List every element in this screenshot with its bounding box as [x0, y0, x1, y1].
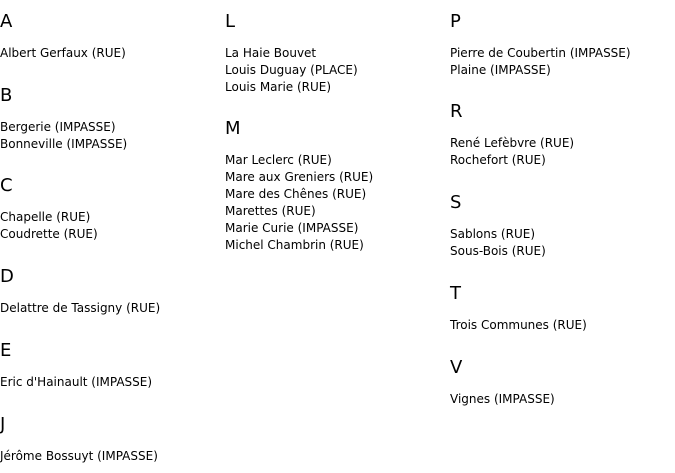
street-item[interactable]: Pierre de Coubertin (IMPASSE) [450, 46, 631, 60]
street-item[interactable]: Bonneville (IMPASSE) [0, 137, 128, 151]
street-list-a [0, 45, 126, 62]
street-item[interactable]: Rochefort (RUE) [450, 153, 546, 167]
street-item[interactable]: Louis Duguay (PLACE) [225, 63, 358, 77]
street-item[interactable]: Mare aux Greniers (RUE) [225, 170, 374, 184]
street-item[interactable]: Sous-Bois (RUE) [450, 244, 546, 258]
letter-heading-r: R [450, 101, 463, 122]
street-item[interactable]: Bergerie (IMPASSE) [0, 120, 116, 134]
street-item[interactable]: Eric d'Hainault (IMPASSE) [0, 375, 153, 389]
letter-heading-m: M [225, 118, 241, 139]
street-item[interactable]: Mar Leclerc (RUE) [225, 153, 332, 167]
street-list-c [0, 209, 98, 243]
street-list-r [450, 135, 574, 169]
street-list-j [0, 448, 158, 465]
letter-heading-t: T [450, 283, 461, 304]
street-list-v [450, 391, 555, 408]
street-item[interactable]: Jérôme Bossuyt (IMPASSE) [0, 449, 158, 463]
letter-heading-b: B [0, 85, 13, 106]
letter-heading-d: D [0, 266, 14, 287]
street-list-m [225, 152, 373, 254]
street-item[interactable]: Delattre de Tassigny (RUE) [0, 301, 161, 315]
street-list-d [0, 300, 160, 317]
street-item[interactable]: Coudrette (RUE) [0, 227, 98, 241]
street-list-t [450, 317, 587, 334]
street-list-p [450, 45, 631, 79]
street-list-e [0, 374, 152, 391]
street-list-s [450, 226, 546, 260]
letter-heading-c: C [0, 175, 13, 196]
letter-heading-s: S [450, 192, 462, 213]
street-item[interactable]: Vignes (IMPASSE) [450, 392, 555, 406]
letter-heading-e: E [0, 340, 12, 361]
street-item[interactable]: La Haie Bouvet [225, 46, 317, 60]
street-item[interactable]: Michel Chambrin (RUE) [225, 238, 364, 252]
street-item[interactable]: Louis Marie (RUE) [225, 80, 332, 94]
street-item[interactable]: René Lefèbvre (RUE) [450, 136, 575, 150]
street-item[interactable]: Marie Curie (IMPASSE) [225, 221, 359, 235]
letter-heading-p: P [450, 11, 461, 32]
letter-heading-v: V [450, 357, 463, 378]
street-list-b [0, 119, 127, 153]
street-list-l [225, 45, 358, 96]
letter-heading-a: A [0, 11, 13, 32]
street-item[interactable]: Albert Gerfaux (RUE) [0, 46, 126, 60]
letter-heading-l: L [225, 11, 236, 32]
street-item[interactable]: Mare des Chênes (RUE) [225, 187, 367, 201]
street-item[interactable]: Chapelle (RUE) [0, 210, 91, 224]
letter-heading-j: J [0, 414, 6, 435]
street-item[interactable]: Trois Communes (RUE) [450, 318, 587, 332]
street-item[interactable]: Marettes (RUE) [225, 204, 316, 218]
street-item[interactable]: Sablons (RUE) [450, 227, 536, 241]
street-item[interactable]: Plaine (IMPASSE) [450, 63, 551, 77]
